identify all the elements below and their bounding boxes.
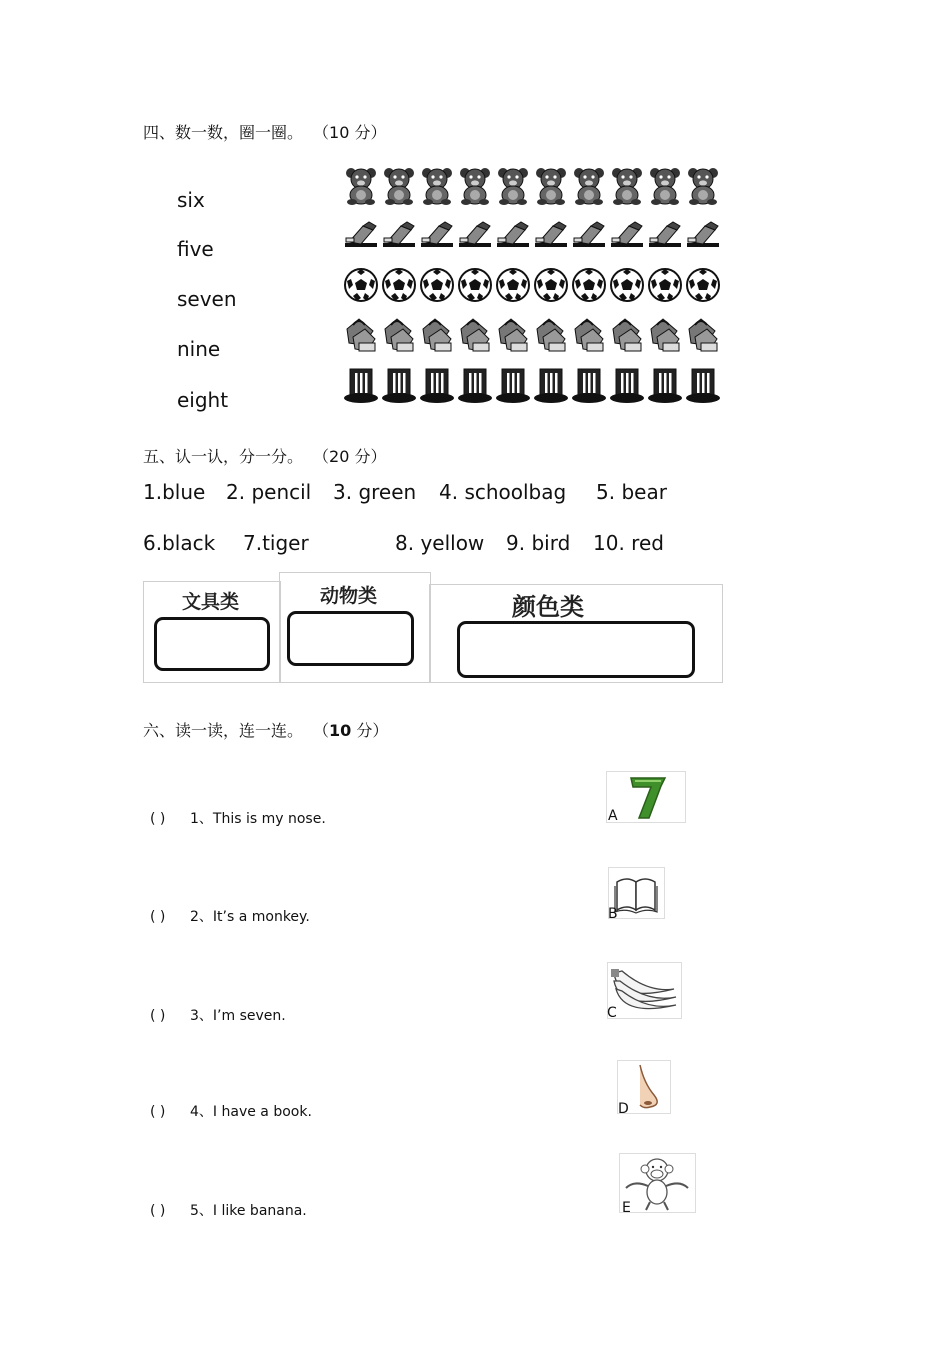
section4-title: 四、数一数，圈一圈。 (143, 123, 304, 142)
ball-row (343, 265, 721, 305)
match-sentence-3: 3、I’m seven. (190, 1008, 286, 1024)
category-colors-label: 颜色类 (512, 592, 584, 621)
section6-score-open: （ (313, 721, 330, 740)
number-word-nine: nine (177, 337, 221, 361)
category-animals-label: 动物类 (320, 585, 378, 607)
section5-score: （20 分） (313, 447, 387, 466)
hat-row (343, 366, 721, 406)
bear-icon[interactable] (343, 166, 379, 206)
top-hat-icon[interactable] (609, 366, 645, 406)
category-stationery-label: 文具类 (182, 591, 240, 613)
pencil-sharpener-icon[interactable] (647, 216, 683, 256)
picture-label-e: E (622, 1200, 631, 1216)
sharpener-row (343, 216, 721, 256)
top-hat-icon[interactable] (343, 366, 379, 406)
match-item-3 (150, 1005, 286, 1025)
vocab-green: 3. green (333, 480, 417, 504)
schoolbag-icon[interactable] (533, 315, 569, 355)
soccer-ball-icon[interactable] (343, 265, 379, 305)
number-word-eight: eight (177, 388, 229, 412)
category-stationery (143, 581, 281, 683)
vocab-blue: 1.blue (143, 480, 206, 504)
vocab-yellow: 8. yellow (395, 531, 485, 555)
bear-icon[interactable] (381, 166, 417, 206)
picture-label-b: B (608, 906, 618, 922)
answer-blank-1[interactable]: ( ) (150, 811, 166, 827)
top-hat-icon[interactable] (533, 366, 569, 406)
picture-label-d: D (618, 1101, 629, 1117)
schoolbag-icon[interactable] (685, 315, 721, 355)
schoolbag-icon[interactable] (495, 315, 531, 355)
soccer-ball-icon[interactable] (495, 265, 531, 305)
bear-icon[interactable] (571, 166, 607, 206)
answer-blank-5[interactable]: ( ) (150, 1203, 166, 1219)
pencil-sharpener-icon[interactable] (457, 216, 493, 256)
schoolbag-icon[interactable] (571, 315, 607, 355)
soccer-ball-icon[interactable] (685, 265, 721, 305)
section6-title: 六、读一读，连一连。 (143, 721, 304, 740)
picture-a[interactable] (606, 771, 686, 823)
schoolbag-icon[interactable] (457, 315, 493, 355)
pencil-sharpener-icon[interactable] (533, 216, 569, 256)
vocab-tiger: 7.tiger (243, 531, 309, 555)
soccer-ball-icon[interactable] (609, 265, 645, 305)
category-colors (429, 584, 723, 683)
bear-icon[interactable] (495, 166, 531, 206)
section6-score-close: 分） (351, 721, 389, 740)
schoolbag-icon[interactable] (419, 315, 455, 355)
section5-heading (143, 444, 386, 467)
number-word-seven: seven (177, 287, 237, 311)
answer-blank-4[interactable]: ( ) (150, 1104, 166, 1120)
vocab-bear: 5. bear (596, 480, 667, 504)
match-item-2 (150, 906, 310, 926)
match-sentence-2: 2、It’s a monkey. (190, 909, 310, 925)
pencil-sharpener-icon[interactable] (685, 216, 721, 256)
pencil-sharpener-icon[interactable] (381, 216, 417, 256)
section4-heading (143, 120, 386, 143)
colors-answer-box[interactable] (457, 621, 695, 678)
vocab-bird: 9. bird (506, 531, 571, 555)
soccer-ball-icon[interactable] (457, 265, 493, 305)
stationery-answer-box[interactable] (154, 617, 270, 671)
match-sentence-1: 1、This is my nose. (190, 811, 326, 827)
schoolbag-icon[interactable] (343, 315, 379, 355)
section4-score: （10 分） (313, 123, 387, 142)
schoolbag-icon[interactable] (647, 315, 683, 355)
soccer-ball-icon[interactable] (571, 265, 607, 305)
top-hat-icon[interactable] (495, 366, 531, 406)
schoolbag-icon[interactable] (381, 315, 417, 355)
monkey-icon (620, 1154, 695, 1212)
picture-label-a: A (608, 808, 618, 824)
top-hat-icon[interactable] (571, 366, 607, 406)
pencil-sharpener-icon[interactable] (609, 216, 645, 256)
number-word-six: six (177, 188, 205, 212)
top-hat-icon[interactable] (381, 366, 417, 406)
top-hat-icon[interactable] (647, 366, 683, 406)
pencil-sharpener-icon[interactable] (495, 216, 531, 256)
section6-heading (143, 718, 388, 741)
bear-icon[interactable] (685, 166, 721, 206)
pencil-sharpener-icon[interactable] (343, 216, 379, 256)
vocab-black: 6.black (143, 531, 216, 555)
bear-icon[interactable] (647, 166, 683, 206)
picture-c[interactable] (607, 962, 682, 1019)
match-item-5 (150, 1200, 307, 1220)
pencil-sharpener-icon[interactable] (419, 216, 455, 256)
answer-blank-3[interactable]: ( ) (150, 1008, 166, 1024)
pencil-sharpener-icon[interactable] (571, 216, 607, 256)
match-item-1 (150, 808, 326, 828)
number-word-five: five (177, 237, 214, 261)
match-item-4 (150, 1101, 312, 1121)
picture-label-c: C (607, 1005, 617, 1021)
schoolbag-icon[interactable] (609, 315, 645, 355)
match-sentence-4: 4、I have a book. (190, 1104, 312, 1120)
soccer-ball-icon[interactable] (533, 265, 569, 305)
vocab-pencil: 2. pencil (226, 480, 312, 504)
top-hat-icon[interactable] (457, 366, 493, 406)
bear-icon[interactable] (419, 166, 455, 206)
number-seven-icon (607, 772, 685, 822)
soccer-ball-icon[interactable] (419, 265, 455, 305)
bear-icon[interactable] (533, 166, 569, 206)
vocab-red: 10. red (593, 531, 664, 555)
bear-icon[interactable] (457, 166, 493, 206)
top-hat-icon[interactable] (685, 366, 721, 406)
match-sentence-5: 5、I like banana. (190, 1203, 307, 1219)
category-animals (279, 572, 431, 683)
vocab-schoolbag: 4. schoolbag (439, 480, 567, 504)
bananas-icon (608, 963, 681, 1018)
bear-icon[interactable] (609, 166, 645, 206)
answer-blank-2[interactable]: ( ) (150, 909, 166, 925)
top-hat-icon[interactable] (419, 366, 455, 406)
section6-score-number: 10 (329, 721, 352, 740)
section5-title: 五、认一认，分一分。 (143, 447, 304, 466)
soccer-ball-icon[interactable] (381, 265, 417, 305)
bear-row (343, 166, 721, 206)
soccer-ball-icon[interactable] (647, 265, 683, 305)
schoolbag-row (343, 315, 721, 355)
animals-answer-box[interactable] (287, 611, 414, 666)
